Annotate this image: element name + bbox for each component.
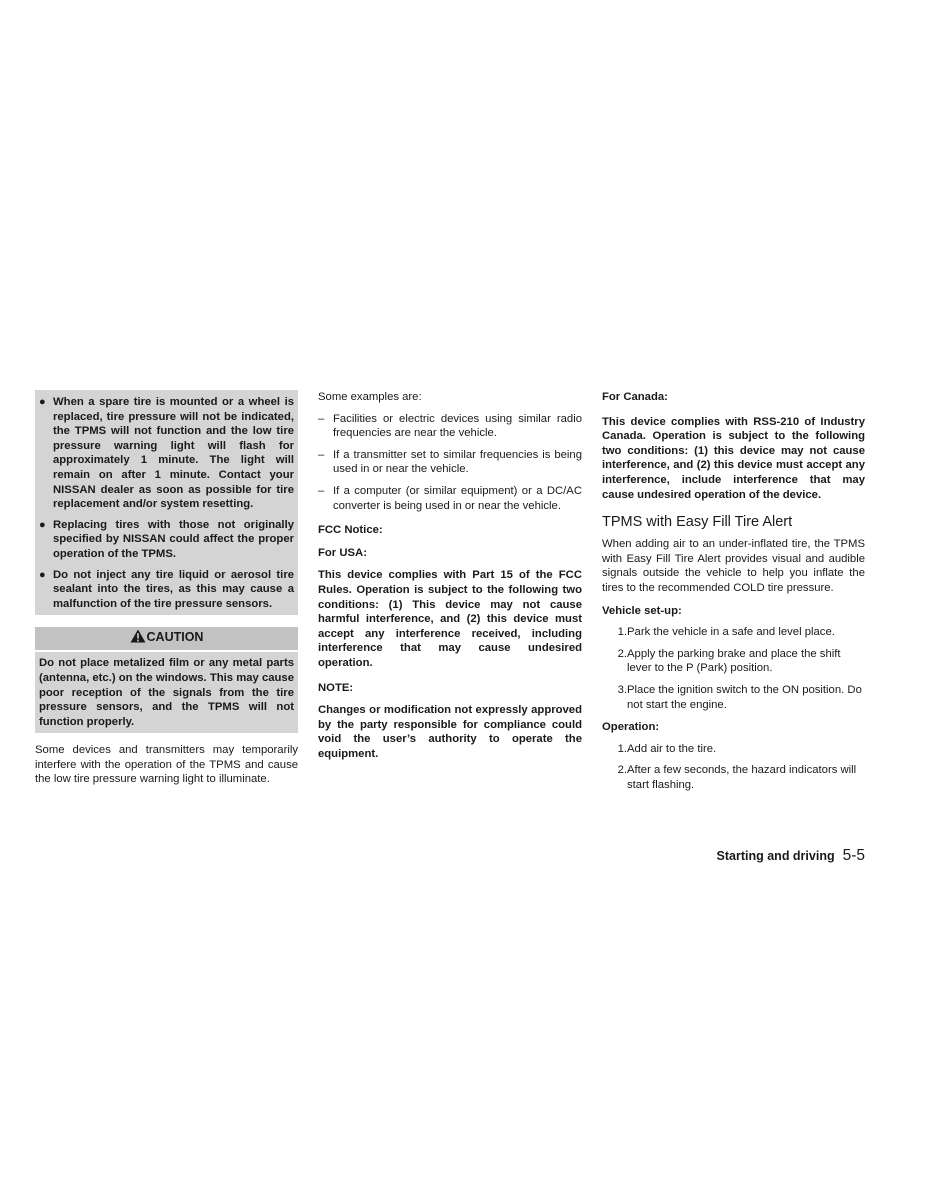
list-item-text: If a computer (or similar equipment) or a DC/AC converter is being used in or near the vehicle. [333, 484, 582, 512]
step-number: 1. [617, 626, 627, 639]
page-number: 5-5 [842, 847, 865, 864]
step-text: After a few seconds, the hazard indicators will start flashing. [627, 764, 857, 791]
examples-intro: Some examples are: [318, 391, 422, 403]
caution-title: CAUTION [146, 630, 204, 645]
operation-heading: Operation: [602, 721, 660, 734]
step-number: 2. [617, 647, 627, 660]
usa-text: This device complies with Part 15 of the FCC Rules. Operation is subject to the following two conditions: (1) This device may not cause harmful interference, and (2) this device must accept any interference received, including interference that may cause undesired operation. [318, 569, 582, 669]
column-left [35, 390, 298, 787]
step-text: Place the ignition switch to the ON position. Do not start the engine. [627, 683, 862, 711]
bullet-item [39, 395, 294, 512]
step-number: 3. [617, 683, 627, 696]
list-item [602, 763, 865, 792]
list-item [602, 625, 865, 640]
interference-paragraph: Some devices and transmitters may temporarily interfere with the operation of the TPMS and cause the low tire pressure warning light to illuminate. [35, 744, 298, 786]
bullet-dot-icon: ● [39, 568, 46, 581]
bullet-text: When a spare tire is mounted or a wheel is replaced, tire pressure will not be indicated, the TPMS will not function and the low tire pressure warning light will flash for approximately 1 minute. The light will remain on after 1 minute. Contact your NISSAN dealer as soon as possible for tire replacement and/or system resetting. [53, 396, 294, 511]
note-heading: NOTE: [318, 681, 354, 694]
page-footer [602, 847, 865, 865]
canada-text: This device complies with RSS-210 of Industry Canada. Operation is subject to the following two conditions: (1) this device may not cause interference, and (2) this device must accept any interference, include interference that may cause undesired operation of the device. [602, 415, 865, 501]
dash-marker: – [318, 448, 325, 461]
fcc-heading: FCC Notice: [318, 524, 383, 537]
step-text: Add air to the tire. [627, 742, 717, 755]
canada-heading: For Canada: [602, 391, 668, 403]
dash-marker: – [318, 484, 325, 497]
bullet-text: Replacing tires with those not originally specified by NISSAN could affect the proper operation of the TPMS. [53, 518, 294, 560]
warning-triangle-icon [130, 629, 146, 650]
section-title: TPMS with Easy Fill Tire Alert [602, 514, 793, 531]
list-item [318, 412, 582, 441]
caution-body: Do not place metalized film or any metal parts (antenna, etc.) on the windows. This may cause poor reception of the signals from the tire pressure sensors, and the TPMS will not function properly. [39, 657, 294, 728]
list-item [602, 742, 865, 757]
section-text: When adding air to an under-inflated tire, the TPMS with Easy Fill Tire Alert provides visual and audible signals outside the vehicle to help you inflate the tires to the recommended COLD tire pressure. [602, 538, 865, 594]
caution-box [35, 627, 298, 733]
list-item [318, 484, 582, 513]
bullet-dot-icon: ● [39, 396, 46, 408]
step-text: Park the vehicle in a safe and level place. [627, 626, 835, 639]
step-number: 2. [617, 764, 627, 777]
column-middle [318, 390, 582, 761]
warning-bullet-box [35, 390, 298, 615]
footer-section-title: Starting and driving [716, 849, 835, 863]
bullet-item [39, 568, 294, 612]
dash-marker: – [318, 412, 325, 425]
bullet-text: Do not inject any tire liquid or aerosol tire sealant into the tires, as this may cause a malfunction of the tire pressure sensors. [53, 568, 294, 610]
note-text: Changes or modification not expressly approved by the party responsible for compliance could void the user’s authority to operate the equipment. [318, 704, 582, 760]
list-item-text: If a transmitter set to similar frequencies is being used in or near the vehicle. [333, 448, 582, 476]
list-item [602, 683, 865, 712]
list-item [318, 448, 582, 477]
caution-header [35, 627, 298, 652]
list-item [602, 647, 865, 676]
usa-heading: For USA: [318, 546, 367, 559]
bullet-dot-icon: ● [39, 518, 46, 531]
column-right [602, 390, 865, 792]
setup-heading: Vehicle set-up: [602, 604, 682, 617]
step-text: Apply the parking brake and place the shift lever to the P (Park) position. [627, 647, 841, 675]
bullet-item [39, 518, 294, 562]
list-item-text: Facilities or electric devices using similar radio frequencies are near the vehicle. [333, 412, 582, 440]
step-number: 1. [617, 742, 627, 755]
